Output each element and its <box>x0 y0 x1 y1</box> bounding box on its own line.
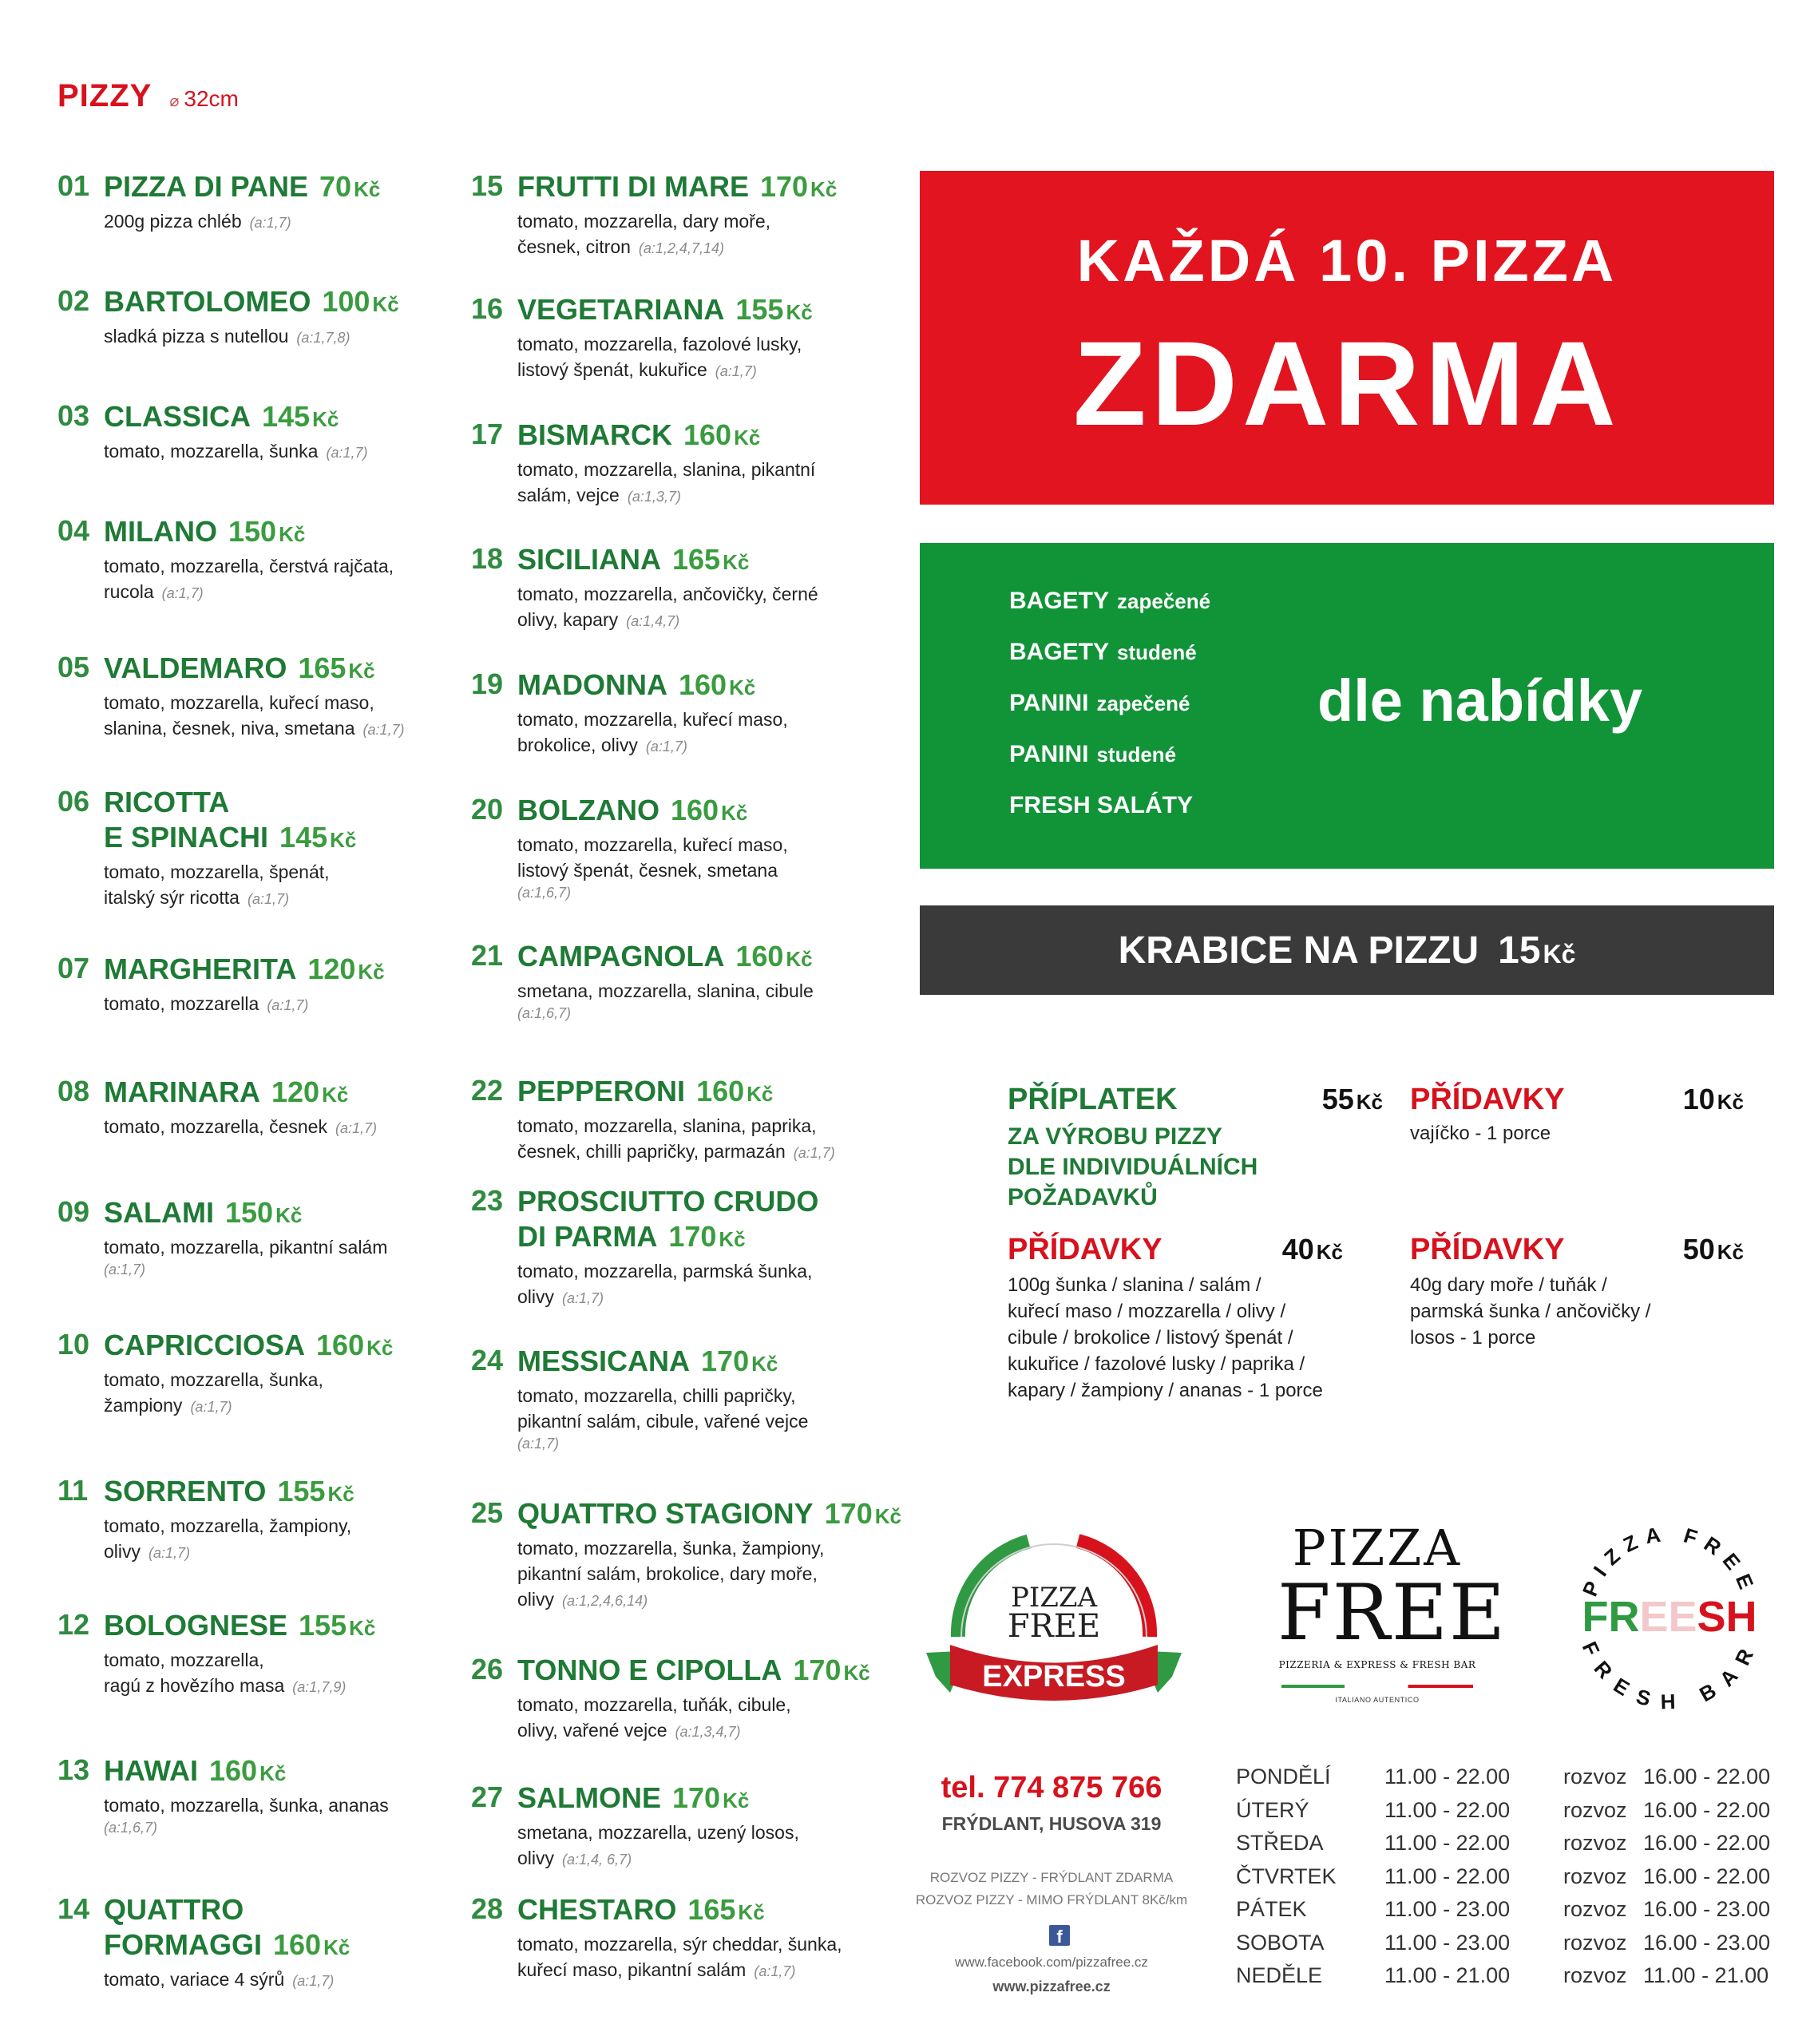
pizza-name: CHESTARO 165 Kč <box>517 1893 765 1926</box>
offer-item: FRESH SALÁTY <box>1009 792 1194 818</box>
allergens: (a:1,3,7) <box>627 489 681 505</box>
pizza-name: PIZZA DI PANE 70 Kč <box>104 170 381 203</box>
surcharge-title: PŘÍPLATEK <box>1008 1083 1178 1116</box>
express-logo-banner: EXPRESS <box>982 1660 1126 1693</box>
pizza-number: 16 <box>471 292 504 325</box>
pizza-number: 27 <box>471 1781 504 1813</box>
allergens: (a:1,4, 6,7) <box>562 1852 632 1868</box>
pizza-price: 160 Kč <box>696 1075 774 1107</box>
pizza-name: MARINARA 120 Kč <box>104 1075 349 1108</box>
pizza-description: tomato, mozzarella, čerstvá rajčata, rucola (a:1,7) <box>104 556 394 602</box>
pizza-size <box>169 86 239 112</box>
delivery-label: rozvoz <box>1563 1797 1627 1822</box>
hours-row <box>1236 1798 1779 1832</box>
allergens: (a:1,3,4,7) <box>675 1724 741 1740</box>
pizza-price: 160 Kč <box>670 794 748 826</box>
allergens: (a:1,7,8) <box>296 330 351 346</box>
pizza-name: E SPINACHI 145 Kč <box>104 821 357 854</box>
offer-item: PANINI studené <box>1009 741 1177 767</box>
pizza-price: 100 Kč <box>322 285 399 318</box>
logo-note: ITALIANO AUTENTICO <box>1335 1696 1420 1704</box>
pizza-number: 18 <box>471 542 504 575</box>
hours-row <box>1236 1864 1779 1898</box>
pizza-price: 160 Kč <box>209 1754 287 1787</box>
box-label: KRABICE NA PIZZU <box>1118 929 1479 972</box>
delivery-label: rozvoz <box>1563 1765 1627 1788</box>
pizza-name: BARTOLOMEO 100 Kč <box>104 285 399 318</box>
pizza-description: tomato, mozzarella, kuřecí maso, brokolice, olivy (a:1,7) <box>517 709 788 755</box>
extras-10-desc: vajíčko - 1 porce <box>1410 1123 1551 1144</box>
surcharge-price: 55 Kč <box>1321 1083 1383 1115</box>
pizza-name: SORRENTO 155 Kč <box>104 1475 354 1507</box>
allergens: (a:1,7) <box>326 445 368 461</box>
pizza-name: BISMARCK 160 Kč <box>517 418 761 451</box>
website-link[interactable]: www.pizzafree.cz <box>992 1979 1111 1994</box>
pizza-name: MESSICANA 170 Kč <box>517 1345 778 1377</box>
pizza-number: 17 <box>471 418 504 450</box>
pizza-description: 200g pizza chléb (a:1,7) <box>104 211 291 232</box>
pizza-description: tomato, mozzarella, šunka (a:1,7) <box>104 441 368 461</box>
delivery-label: rozvoz <box>1563 1963 1627 1987</box>
pizza-name: SALAMI 150 Kč <box>104 1196 303 1229</box>
fresh-logo-word: FREESH <box>1582 1593 1757 1641</box>
express-logo-line1: PIZZA <box>1010 1582 1098 1614</box>
delivery-hours: 16.00 - 22.00 <box>1643 1765 1771 1788</box>
pizza-description: tomato, mozzarella, slanina, paprika, česnek, chilli papričky, parmazán (a:1,7) <box>517 1115 835 1162</box>
allergens: (a:1,2,4,7,14) <box>638 240 724 256</box>
allergens: (a:1,7) <box>517 1436 560 1452</box>
pizza-description: tomato, mozzarella, sýr cheddar, šunka, kuřecí maso, pikantní salám (a:1,7) <box>517 1934 842 1980</box>
pizza-name: PEPPERONI 160 Kč <box>517 1075 774 1107</box>
pizza-number: 03 <box>57 399 90 432</box>
pizza-name: RICOTTA <box>104 786 230 818</box>
allergens: (a:1,7) <box>335 1120 377 1136</box>
pizza-price: 170 Kč <box>701 1345 778 1377</box>
pizza-description: tomato, mozzarella, kuřecí maso, listový špenát, česnek, smetana (a:1,6,7) <box>517 834 788 901</box>
pizza-price: 160 Kč <box>735 940 813 972</box>
pizza-number: 12 <box>57 1608 90 1641</box>
allergens: (a:1,7) <box>562 1290 604 1306</box>
pizza-number: 25 <box>471 1496 504 1529</box>
extras-40-title: PŘÍDAVKY <box>1008 1233 1162 1266</box>
pizza-price: 160 Kč <box>316 1329 394 1361</box>
pizza-name: TONNO E CIPOLLA 170 Kč <box>517 1654 870 1686</box>
allergens: (a:1,7,9) <box>292 1679 347 1695</box>
pizza-price: 165 Kč <box>672 543 750 576</box>
delivery-label: rozvoz <box>1563 1930 1627 1955</box>
pizza-free-fresh-bar-logo <box>1570 1517 1769 1717</box>
facebook-link[interactable]: www.facebook.com/pizzafree.cz <box>955 1955 1148 1970</box>
pizza-description: tomato, mozzarella, šunka, žampiony (a:1,7) <box>104 1369 323 1416</box>
allergens: (a:1,6,7) <box>517 885 572 901</box>
extras-40-block <box>1008 1233 1343 1404</box>
diameter-icon: ⌀ <box>169 93 180 110</box>
allergens: (a:1,7) <box>362 722 405 738</box>
pizza-name: CAPRICCIOSA 160 Kč <box>104 1329 394 1361</box>
day-label: SOBOTA <box>1236 1930 1325 1955</box>
pizza-description: smetana, mozzarella, uzený losos, olivy (a:1,4, 6,7) <box>517 1822 799 1868</box>
pizza-price: 70 Kč <box>319 170 381 203</box>
pizza-price: 145 Kč <box>262 400 339 433</box>
extras-40-price: 40 Kč <box>1281 1233 1343 1266</box>
allergens: (a:1,7) <box>190 1399 232 1415</box>
pizza-description: tomato, mozzarella, žampiony, olivy (a:1,7) <box>104 1515 352 1562</box>
day-label: PONDĚLÍ <box>1236 1765 1331 1788</box>
pizza-free-logo <box>1277 1519 1507 1704</box>
pizza-name: CLASSICA 145 Kč <box>104 400 339 433</box>
pizza-description: tomato, mozzarella, pikantní salám (a:1,7) <box>104 1237 388 1278</box>
pizza-number: 07 <box>57 952 90 984</box>
logo-line1: PIZZA <box>1292 1519 1463 1577</box>
pizza-name: SALMONE 170 Kč <box>517 1781 750 1814</box>
hours-row <box>1236 1765 1779 1798</box>
open-hours: 11.00 - 23.00 <box>1384 1897 1511 1921</box>
delivery-label: rozvoz <box>1563 1864 1627 1888</box>
pizza-description: tomato, mozzarella, dary moře, česnek, citron (a:1,2,4,7,14) <box>517 211 771 257</box>
extras-10-title: PŘÍDAVKY <box>1410 1083 1565 1116</box>
fresh-logo-top: PIZZA FREE <box>1577 1521 1762 1600</box>
pizza-price: 120 Kč <box>271 1075 349 1108</box>
extras-10-block <box>1410 1083 1744 1147</box>
surcharge-block <box>1008 1083 1383 1213</box>
pizza-price: 170 Kč <box>672 1781 750 1814</box>
pizza-number: 09 <box>57 1195 90 1228</box>
pizza-number: 15 <box>471 169 504 202</box>
extras-50-desc: 40g dary moře / tuňák / parmská šunka / ančovičky / losos - 1 porce <box>1410 1274 1651 1349</box>
offer-item: BAGETY studené <box>1009 639 1197 665</box>
pizza-description: tomato, mozzarella, fazolové lusky, listový špenát, kukuřice (a:1,7) <box>517 334 802 380</box>
open-hours: 11.00 - 22.00 <box>1384 1864 1511 1888</box>
pizza-description: sladká pizza s nutellou (a:1,7,8) <box>104 326 351 347</box>
pizza-price: 170 Kč <box>824 1497 901 1530</box>
pizza-description: tomato, mozzarella, slanina, pikantní salám, vejce (a:1,3,7) <box>517 459 816 505</box>
pizza-description: tomato, mozzarella, ragú z hovězího masa (a:1,7,9) <box>104 1650 347 1696</box>
allergens: (a:1,7) <box>793 1145 835 1161</box>
hours-row <box>1236 1963 1779 1997</box>
offer-item: BAGETY zapečené <box>1009 588 1211 614</box>
pizza-price: 160 Kč <box>683 418 761 451</box>
pizza-name: SICILIANA 165 Kč <box>517 543 750 576</box>
pizza-name: MADONNA 160 Kč <box>517 668 756 701</box>
pizza-price: 160 Kč <box>678 668 756 701</box>
extras-50-block <box>1410 1233 1744 1351</box>
allergens: (a:1,7) <box>645 739 687 755</box>
open-hours: 11.00 - 22.00 <box>1384 1797 1511 1822</box>
delivery-hours: 16.00 - 22.00 <box>1643 1797 1771 1822</box>
open-hours: 11.00 - 22.00 <box>1384 1765 1511 1788</box>
pizza-price: 155 Kč <box>735 293 813 326</box>
pizza-number: 14 <box>57 1892 90 1925</box>
pizza-description: tomato, mozzarella, ančovičky, černé olivy, kapary (a:1,4,7) <box>517 584 818 630</box>
pizza-number: 10 <box>57 1328 90 1361</box>
pizza-number: 06 <box>57 785 90 818</box>
day-label: PÁTEK <box>1236 1897 1307 1921</box>
pizza-price: 170 Kč <box>793 1654 870 1686</box>
allergens: (a:1,4,7) <box>626 613 680 629</box>
pizza-name: MARGHERITA 120 Kč <box>104 953 385 985</box>
svg-text:PIZZA FREE <box>1578 1521 1761 1599</box>
promo-line-2: ZDARMA <box>1073 316 1621 450</box>
promo-line-1: KAŽDÁ 10. PIZZA <box>1076 228 1618 294</box>
hours-row <box>1236 1897 1779 1931</box>
pizza-price: 120 Kč <box>307 953 385 985</box>
pizza-price: 160 Kč <box>272 1928 351 1961</box>
pizza-number: 02 <box>57 284 90 317</box>
pizza-number: 11 <box>57 1474 89 1507</box>
pizza-name: PROSCIUTTO CRUDO <box>517 1185 819 1218</box>
pizza-number: 28 <box>471 1892 504 1925</box>
extras-50-title: PŘÍDAVKY <box>1410 1233 1565 1266</box>
pizza-description: tomato, mozzarella, tuňák, cibule, olivy, vařené vejce (a:1,3,4,7) <box>517 1694 791 1741</box>
pizza-name: HAWAI 160 Kč <box>104 1754 287 1787</box>
pizza-number: 23 <box>471 1184 504 1217</box>
open-hours: 11.00 - 22.00 <box>1384 1831 1511 1855</box>
hours-row <box>1236 1931 1779 1964</box>
pizza-description: tomato, mozzarella, parmská šunka, olivy (a:1,7) <box>517 1261 813 1307</box>
pizza-description: tomato, mozzarella (a:1,7) <box>104 993 309 1014</box>
open-hours: 11.00 - 21.00 <box>1384 1963 1511 1987</box>
allergens: (a:1,6,7) <box>104 1820 158 1836</box>
allergens: (a:1,7) <box>104 1262 146 1278</box>
extras-10-price: 10 Kč <box>1682 1083 1744 1115</box>
logo-flag-bar <box>1281 1685 1473 1688</box>
box-price: 15Kč <box>1498 929 1576 972</box>
surcharge-desc: ZA VÝROBU PIZZY DLE INDIVIDUÁLNÍCH POŽADAVKŮ <box>1008 1123 1258 1210</box>
allergens: (a:1,7) <box>247 891 290 907</box>
allergens: (a:1,6,7) <box>517 1005 572 1021</box>
delivery-info-1: ROZVOZ PIZZY - FRÝDLANT ZDARMA <box>929 1870 1174 1885</box>
delivery-label: rozvoz <box>1563 1897 1627 1921</box>
svg-text:FRESH BAR <box>1578 1638 1762 1713</box>
pizza-name: MILANO 150 Kč <box>104 515 306 548</box>
pizza-number: 19 <box>471 667 504 700</box>
extras-50-price: 50 Kč <box>1682 1233 1744 1266</box>
delivery-hours: 16.00 - 23.00 <box>1643 1930 1771 1955</box>
pizza-description: smetana, mozzarella, slanina, cibule (a:1,6,7) <box>517 980 814 1021</box>
pizza-name: VALDEMARO 165 Kč <box>104 652 375 684</box>
pizza-price: 165 Kč <box>687 1893 765 1926</box>
pizza-free-express-logo <box>926 1517 1182 1725</box>
menu-header <box>57 78 239 114</box>
logo-tagline: PIZZERIA & EXPRESS & FRESH BAR <box>1278 1659 1476 1670</box>
pizza-name: QUATTRO <box>104 1893 244 1926</box>
express-logo-line2: FREE <box>1007 1608 1101 1645</box>
day-label: ČTVRTEK <box>1236 1864 1337 1888</box>
pizza-description: tomato, mozzarella, šunka, žampiony, pikantní salám, brokolice, dary moře, olivy (a:1,2,4,6,14) <box>517 1538 825 1610</box>
allergens: (a:1,2,4,6,14) <box>562 1593 648 1609</box>
allergens: (a:1,7) <box>715 363 757 379</box>
pizza-number: 05 <box>57 651 90 683</box>
pizza-price: 170 Kč <box>759 170 838 203</box>
pizza-number: 26 <box>471 1653 504 1686</box>
offer-item: PANINI zapečené <box>1009 690 1190 716</box>
delivery-hours: 16.00 - 23.00 <box>1643 1897 1771 1921</box>
pizza-number: 01 <box>57 169 90 202</box>
section-title: PIZZY <box>57 78 152 113</box>
promo-panel <box>920 171 1774 505</box>
facebook-icon[interactable]: f <box>1049 1925 1070 1946</box>
allergens: (a:1,7) <box>149 1545 191 1561</box>
pizza-name: VEGETARIANA 155 Kč <box>517 293 813 326</box>
phone-number[interactable]: tel. 774 875 766 <box>941 1771 1162 1804</box>
delivery-info-2: ROZVOZ PIZZY - MIMO FRÝDLANT 8Kč/km <box>915 1892 1188 1907</box>
delivery-hours: 16.00 - 22.00 <box>1643 1831 1771 1855</box>
day-label: NEDĚLE <box>1236 1963 1323 1987</box>
pizza-size-value: 32cm <box>184 86 239 111</box>
fresh-logo-bottom: FRESH BAR <box>1577 1638 1762 1714</box>
pizza-price: 155 Kč <box>299 1609 376 1642</box>
logo-line2: FREE <box>1277 1568 1507 1658</box>
pizza-description: tomato, variace 4 sýrů (a:1,7) <box>104 1969 335 1990</box>
pizza-name: FRUTTI DI MARE 170 Kč <box>517 170 838 203</box>
pizza-number: 13 <box>57 1753 90 1786</box>
pizza-number: 20 <box>471 793 504 826</box>
day-label: STŘEDA <box>1236 1831 1324 1855</box>
pizza-name: BOLOGNESE 155 Kč <box>104 1609 376 1642</box>
pizza-number: 22 <box>471 1074 504 1107</box>
pizza-price: 170 Kč <box>668 1220 746 1253</box>
delivery-label: rozvoz <box>1563 1831 1627 1855</box>
hours-row <box>1236 1831 1779 1864</box>
pizza-price: 150 Kč <box>228 515 306 548</box>
offer-note: dle nabídky <box>1317 667 1643 734</box>
allergens: (a:1,7) <box>161 585 204 601</box>
pizza-description: tomato, mozzarella, špenát, italský sýr ricotta (a:1,7) <box>104 862 330 908</box>
allergens: (a:1,7) <box>267 997 309 1013</box>
pizza-name: DI PARMA 170 Kč <box>517 1220 746 1253</box>
pizza-name: QUATTRO STAGIONY 170 Kč <box>517 1497 901 1530</box>
delivery-hours: 16.00 - 22.00 <box>1643 1864 1771 1888</box>
pizza-price: 155 Kč <box>277 1475 354 1507</box>
delivery-hours: 11.00 - 21.00 <box>1643 1963 1769 1987</box>
pizza-description: tomato, mozzarella, šunka, ananas (a:1,6,7) <box>104 1795 389 1836</box>
pizza-number: 08 <box>57 1075 90 1107</box>
pizza-number: 04 <box>57 514 90 547</box>
pizza-description: tomato, mozzarella, kuřecí maso, slanina, česnek, niva, smetana (a:1,7) <box>104 692 405 739</box>
menu-offer-panel <box>920 543 1774 869</box>
pizza-number: 24 <box>471 1344 504 1377</box>
pizza-name: BOLZANO 160 Kč <box>517 794 748 826</box>
pizza-price: 150 Kč <box>225 1196 303 1229</box>
allergens: (a:1,7) <box>292 1973 335 1989</box>
open-hours: 11.00 - 23.00 <box>1384 1930 1511 1955</box>
pizza-price: 145 Kč <box>279 821 357 854</box>
box-price-banner <box>920 905 1774 995</box>
pizza-name: CAMPAGNOLA 160 Kč <box>517 940 813 972</box>
pizza-price: 165 Kč <box>298 652 375 684</box>
day-label: ÚTERÝ <box>1236 1797 1309 1822</box>
address: FRÝDLANT, HUSOVA 319 <box>941 1813 1162 1834</box>
extras-40-desc: 100g šunka / slanina / salám / kuřecí maso / mozzarella / olivy / cibule / brokolice / listový špenát / kukuřice / fazolové lusky / paprika / kapary / žampiony / ananas - 1 porce <box>1008 1274 1323 1401</box>
pizza-description: tomato, mozzarella, česnek (a:1,7) <box>104 1116 377 1137</box>
pizza-number: 21 <box>471 939 504 972</box>
pizza-description: tomato, mozzarella, chilli papričky, pikantní salám, cibule, vařené vejce (a:1,7) <box>517 1385 809 1452</box>
pizza-name: FORMAGGI 160 Kč <box>104 1928 351 1961</box>
allergens: (a:1,7) <box>754 1963 796 1979</box>
allergens: (a:1,7) <box>249 215 291 231</box>
